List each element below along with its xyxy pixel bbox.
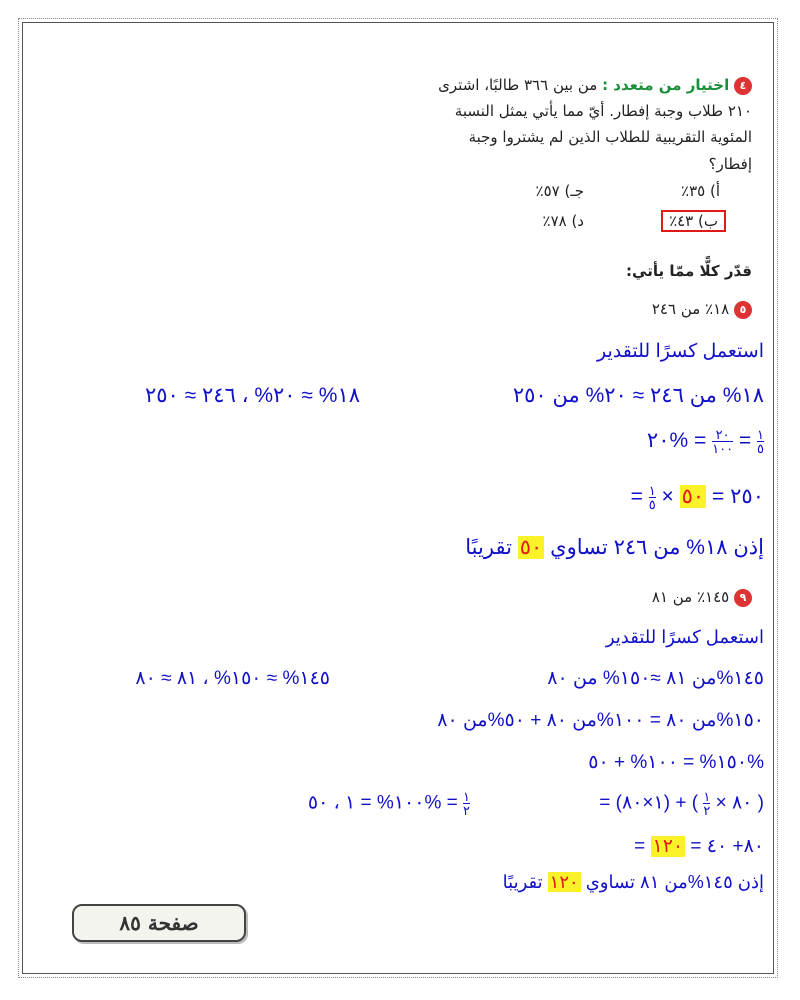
problem-5-approx-note: ١٨% ≈ ٢٠% ، ٢٤٦ ≈ ٢٥٠ [144,384,360,407]
problem-5-fraction-step [647,428,764,455]
fraction-numerator: ١ [463,789,470,804]
highlighted-answer: ١٢٠ [652,836,684,857]
problem-text: ١٤٥٪ من ٨١ [651,588,730,606]
problem-5-approx: ١٨% من ٢٤٦ ≈ ٢٠% من ٢٥٠ [512,384,764,407]
fraction-numerator: ١ [703,789,711,804]
problem-9-statement [652,588,752,607]
choice-b-selected: ب) ٤٣٪ [661,210,726,232]
problem-9-approx: ١٤٥%من ٨١ ≈١٥٠% من ٨٠ [547,668,764,689]
fraction-prefix: ٢٠% = [646,429,707,453]
problem-5-calc-step [631,484,764,511]
problem-text: من بين ٣٦٦ طالبًا، اشترى [438,76,598,94]
conclusion-text-end: تقريبًا [465,536,512,559]
fraction-1-5 [757,428,764,455]
problem-9-step-1: ١٥٠%من ٨٠ = ١٠٠%من ٨٠ + ٥٠%من ٨٠ [437,710,764,731]
conclusion-text: إذن ١٤٥%من ٨١ تساوي [585,872,764,892]
problem-9-step-2: ١٥٠% = ١٠٠% + ٥٠% [588,752,764,773]
fraction-denominator: ٥ [757,441,764,456]
step-3-start: = (١×٨٠) + ( [599,792,699,814]
choice-d: د) ٧٨٪ [542,212,584,230]
problem-number-badge: ٩ [734,589,752,607]
equals-sign: = [738,429,752,453]
highlighted-answer: ٥٠ [681,485,705,509]
problem-9-approx-note: ١٤٥% ≈ ١٥٠% ، ٨١ ≈ ٨٠ [135,668,330,689]
fraction-numerator: ١ [648,483,656,498]
fraction-denominator: ٥ [648,497,656,512]
fraction-denominator: ١٠٠ [712,441,734,456]
fraction-numerator: ١ [757,427,764,442]
problem-4-line-1 [438,76,752,95]
problem-4-line-3: المئوية التقريبية للطلاب الذين لم يشتروا وجبة [468,128,752,146]
problem-number-badge: ٥ [734,301,752,319]
problem-number-badge: ٤ [734,77,752,95]
problem-heading: اختيار من متعدد : [602,76,730,94]
estimate-heading: قدّر كلًّا ممّا يأتي: [626,262,752,280]
equals-sign: = [630,485,643,509]
fraction-1-5 [649,484,656,511]
choice-c: جـ) ٥٧٪ [535,182,584,200]
problem-text: ١٨٪ من ٢٤٦ [651,300,730,318]
fraction-denominator: ٢ [703,803,711,818]
problem-5-conclusion [465,535,764,560]
step-3-end: × ٨٠ ) [715,792,764,814]
problem-9-step-4 [634,835,764,858]
conclusion-text-end: تقريبًا [502,872,543,892]
problem-9-method: استعمل كسرًا للتقدير [605,627,764,647]
fraction-1-2 [463,790,470,817]
fraction-denominator: ٢ [463,803,470,818]
step-3-note-text: ١٠٠% = ١ ، ٥٠% = [307,792,458,814]
problem-9-conclusion [503,872,764,893]
calc-middle: × ٢٥٠ = [661,485,764,509]
fraction-20-100 [712,428,733,455]
step-4-text: = ٨٠+ ٤٠ = [634,836,764,857]
problem-9-step-3-note [308,790,470,817]
highlighted-answer: ١٢٠ [549,872,579,892]
problem-4-line-4: إفطار؟ [708,155,752,173]
choice-a: أ) ٣٥٪ [681,182,720,200]
fraction-numerator: ٢٠ [715,427,730,442]
problem-5-method: استعمل كسرًا للتقدير [597,341,764,362]
page-number-badge: صفحة ٨٥ [72,904,246,942]
problem-9-step-3 [599,790,764,817]
problem-4-line-2: ٢١٠ طلاب وجبة إفطار. أيّ مما يأتي يمثل النسبة [454,102,752,120]
problem-5-statement [652,300,752,319]
highlighted-answer: ٥٠ [519,536,543,559]
fraction-1-2 [703,790,710,817]
conclusion-text: إذن ١٨% من ٢٤٦ تساوي [550,536,764,559]
